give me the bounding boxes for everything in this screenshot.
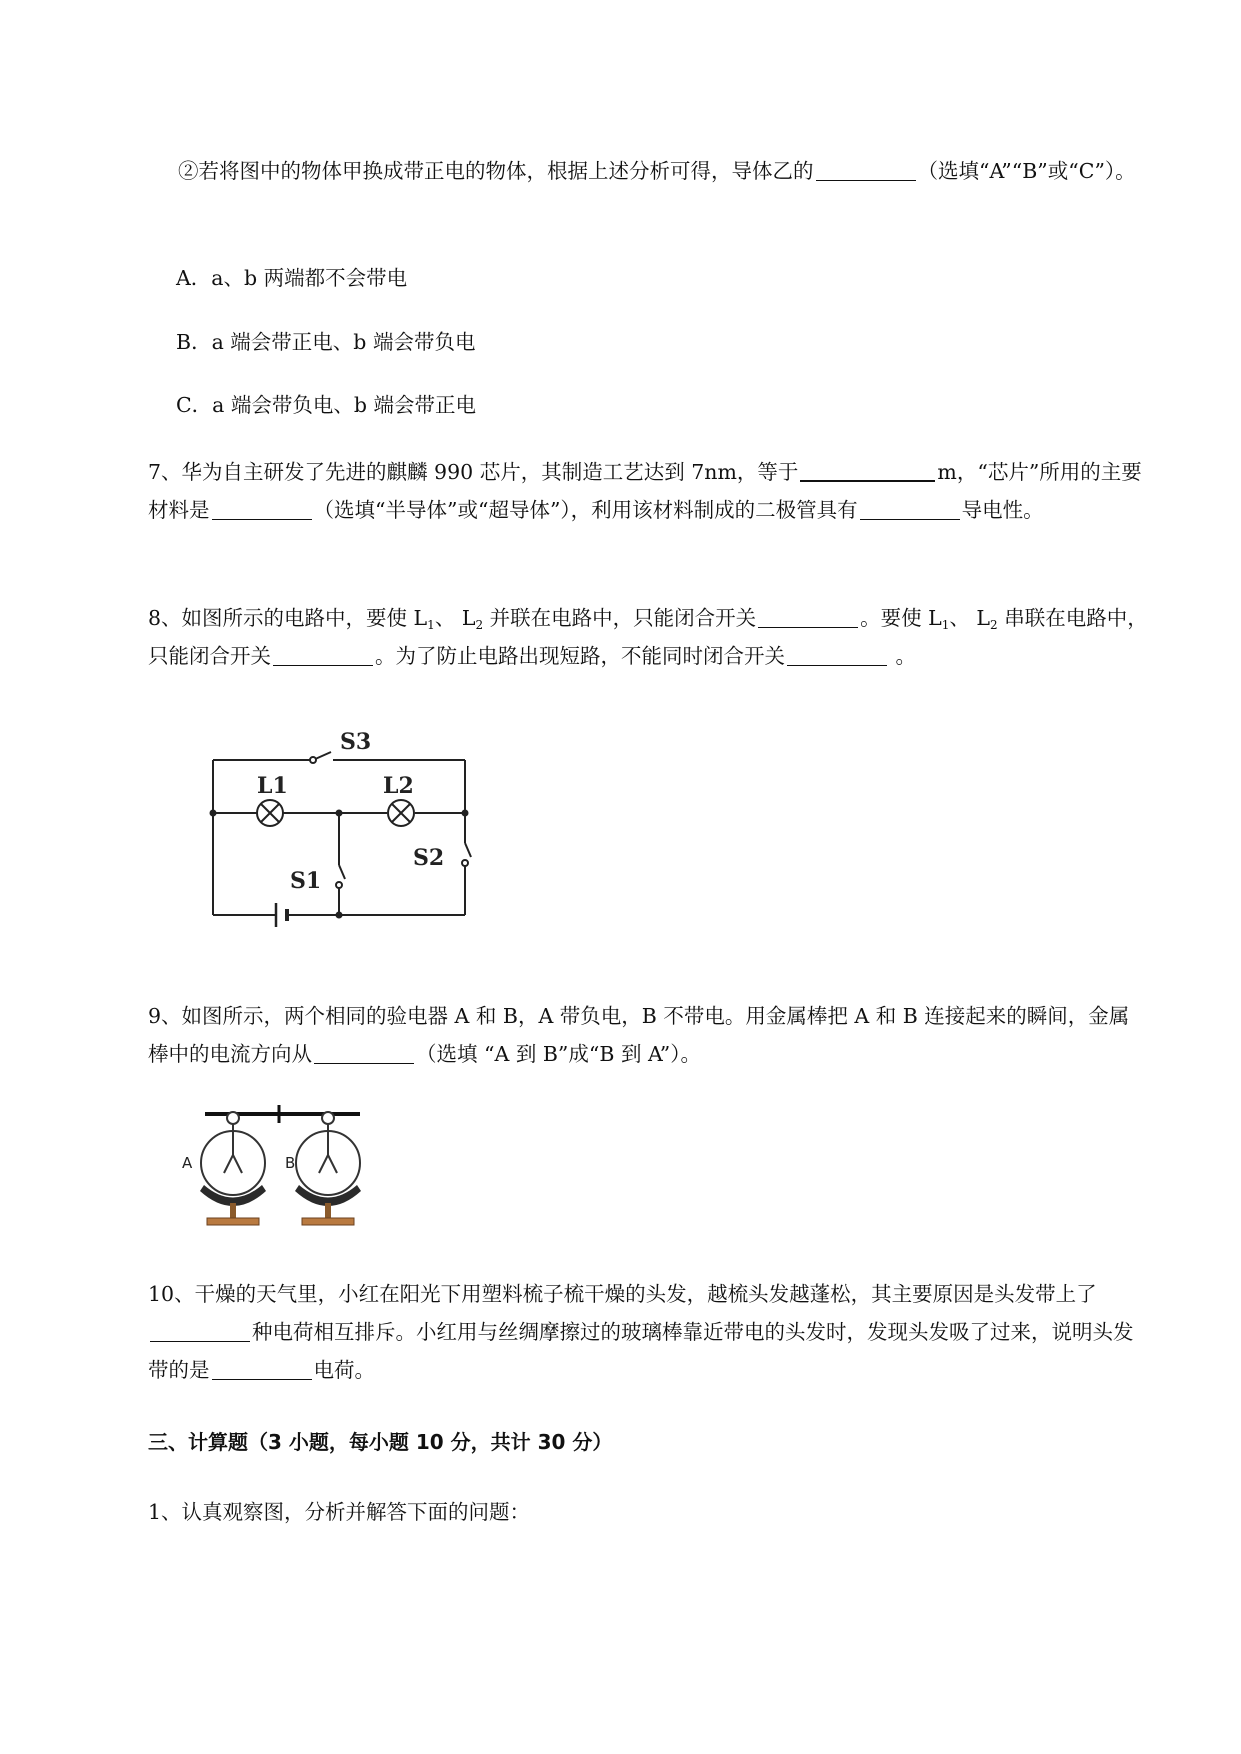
question-7: 7、华为自主研发了先进的麒麟 990 芯片，其制造工艺达到 7nm，等于 m，“芯片”所用的主要材料是 （选填“半导体”或“超导体”），利用该材料制成的二极管具有 导电性。 bbox=[148, 453, 1148, 529]
option-c: C．a 端会带负电、b 端会带正电 bbox=[176, 393, 477, 417]
electroscope-diagram bbox=[180, 1105, 370, 1235]
circuit-diagram bbox=[205, 725, 475, 940]
answer-blank[interactable] bbox=[787, 641, 887, 666]
question-9: 9、如图所示，两个相同的验电器 A 和 B，A 带负电，B 不带电。用金属棒把 A 和 B 连接起来的瞬间，金属棒中的电流方向从 （选填 “A 到 B”成“B 到 A”）。 bbox=[148, 1004, 1130, 1066]
label-s1: S1 bbox=[290, 868, 322, 894]
option-a: A．a、b 两端都不会带电 bbox=[176, 266, 408, 290]
answer-blank[interactable] bbox=[212, 495, 312, 520]
label-s3: S3 bbox=[340, 729, 372, 755]
answer-blank[interactable] bbox=[273, 641, 373, 666]
label-l2: L2 bbox=[383, 773, 414, 799]
answer-blank[interactable] bbox=[758, 603, 858, 628]
section-title: 三、计算题（3 小题，每小题 10 分，共计 30 分） bbox=[148, 1430, 613, 1454]
answer-blank[interactable] bbox=[150, 1317, 250, 1342]
q6-2-text: ②若将图中的物体甲换成带正电的物体，根据上述分析可得，导体乙的 （选填“A”“B”或“C”）。 bbox=[148, 152, 1148, 190]
label-s2: S2 bbox=[413, 845, 445, 871]
label-a: A bbox=[182, 1154, 193, 1172]
answer-blank[interactable] bbox=[816, 156, 916, 181]
question-8: 8、如图所示的电路中，要使 $L_1$、 $L_2$ 并联在电路中，只能闭合开关 。要使 $L_1$、 $L_2$ 串联在电路中，只能闭合开关 。为了防止电路出现短路，不能同时闭合开关 。 bbox=[148, 599, 1148, 675]
label-b: B bbox=[285, 1154, 296, 1172]
label-l1: L1 bbox=[257, 773, 288, 799]
calc-question-1: 1、认真观察图，分析并解答下面的问题： bbox=[148, 1500, 531, 1524]
answer-blank[interactable] bbox=[860, 495, 960, 520]
answer-blank[interactable] bbox=[212, 1355, 312, 1380]
answer-blank[interactable] bbox=[800, 456, 935, 482]
option-b: B．a 端会带正电、b 端会带负电 bbox=[176, 330, 476, 354]
answer-blank[interactable] bbox=[314, 1039, 414, 1064]
question-10: 10、干燥的天气里，小红在阳光下用塑料梳子梳干燥的头发，越梳头发越蓬松，其主要原因是头发带上了种电荷相互排斥。小红用与丝绸摩擦过的玻璃棒靠近带电的头发时，发现头发吸了过来，说明头发带的是 电荷。 bbox=[148, 1282, 1134, 1382]
